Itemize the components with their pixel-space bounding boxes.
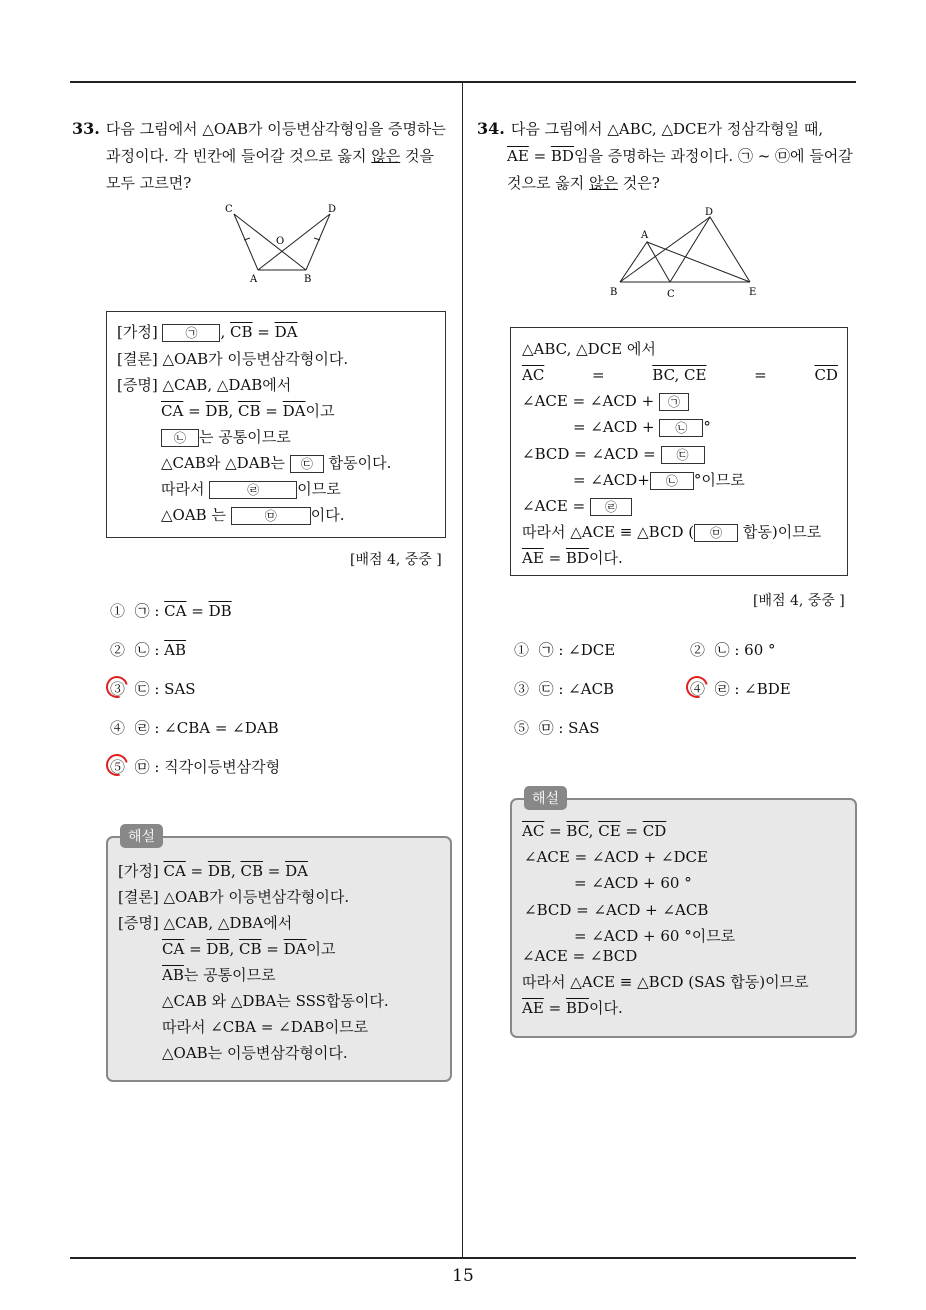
q34-stem bbox=[477, 115, 862, 197]
q33-proof-line2: [결론] △OAB가 이등변삼각형이다. bbox=[117, 350, 349, 368]
seg-da: $\overline{DA}$ bbox=[285, 862, 308, 880]
blank-2: ㉡ bbox=[650, 472, 694, 490]
proof-text: △OAB 는 bbox=[161, 506, 226, 524]
q34-option-5[interactable] bbox=[514, 717, 600, 738]
q33-fig-label-o: O bbox=[276, 236, 285, 247]
option-number: ④ bbox=[110, 719, 126, 737]
top-rule bbox=[70, 81, 856, 83]
q33-proof-line8 bbox=[161, 504, 344, 526]
seg-da: $\overline{DA}$ bbox=[274, 323, 298, 341]
option-mark: ㉤ bbox=[538, 719, 554, 737]
option-mark: ㉡ bbox=[714, 641, 730, 659]
q34-proof-line9: $\overline{AE} = \overline{BD}$이다. bbox=[522, 549, 623, 567]
q34-proof-line4 bbox=[573, 416, 711, 438]
blank-5: ㉤ bbox=[694, 524, 738, 542]
seg-ae: $\overline{AE}$ bbox=[522, 549, 544, 567]
q33-fig-label-b: B bbox=[304, 274, 312, 285]
q34-fig-label-a: A bbox=[641, 230, 649, 241]
q33-option-1[interactable] bbox=[110, 600, 232, 621]
q33-fig-label-a: A bbox=[250, 274, 258, 285]
q33-solution-tag: 해설 bbox=[120, 824, 163, 848]
q33-option-4[interactable] bbox=[110, 717, 279, 738]
option-mark: ㉢ bbox=[538, 680, 554, 698]
seg-ab: $\overline{AB}$ bbox=[162, 966, 184, 984]
q33-proof-box bbox=[106, 311, 446, 538]
q34-fig-label-d: D bbox=[705, 207, 714, 218]
seg-db: $\overline{DB}$ bbox=[207, 862, 231, 880]
q33-figure bbox=[220, 200, 350, 290]
blank-1: ㉠ bbox=[162, 324, 220, 342]
seg-ac: $\overline{AC}$ bbox=[522, 822, 545, 840]
seg-ae: $\overline{AE}$ bbox=[522, 999, 544, 1017]
q33-sol-line2: [결론] △OAB가 이등변삼각형이다. bbox=[118, 888, 350, 906]
option-number: ⑤ bbox=[110, 758, 126, 776]
q34-text-line3: 것으로 옳지 bbox=[507, 174, 589, 192]
q33-sol-line4: $\overline{CA} = \overline{DB}$, $\overline{CB} = \overline{DA}$이고 bbox=[162, 940, 336, 958]
q34-text-line1: 다음 그림에서 △ABC, △DCE가 정삼각형일 때, bbox=[510, 120, 824, 138]
option-text: : SAS bbox=[553, 719, 600, 737]
option-text: : ∠DCE bbox=[553, 641, 616, 659]
q33-fig-label-c: C bbox=[225, 204, 233, 215]
option-mark: ㉣ bbox=[714, 680, 730, 698]
seg-cb: $\overline{CB}$ bbox=[239, 940, 262, 958]
q34-sol-line5: = ∠ACD + 60 °이므로 bbox=[574, 927, 736, 945]
blank-4: ㉣ bbox=[590, 498, 632, 516]
q34-figure bbox=[605, 205, 765, 300]
seg-cb: $\overline{CB}$ bbox=[238, 402, 261, 420]
option-mark: ㉣ bbox=[134, 719, 150, 737]
q33-text-line2: 과정이다. 각 빈칸에 들어갈 것으로 옳지 bbox=[106, 147, 372, 165]
blank-1: ㉠ bbox=[659, 393, 689, 411]
seg-ca: $\overline{CA}$ bbox=[163, 862, 186, 880]
seg-ca: $\overline{CA}$ bbox=[161, 402, 184, 420]
proof-text: 이다. bbox=[310, 506, 345, 524]
option-number: ② bbox=[690, 641, 706, 659]
seg-db: $\overline{DB}$ bbox=[206, 940, 230, 958]
seg-ae: $\overline{AE}$ bbox=[507, 147, 529, 165]
q33-proof-line6 bbox=[161, 452, 391, 474]
option-number: ③ bbox=[514, 680, 530, 698]
blank-5: ㉤ bbox=[231, 507, 311, 525]
seg-bd: $\overline{BD}$ bbox=[565, 549, 589, 567]
q33-solution-box bbox=[106, 829, 452, 1082]
q34-proof-line6 bbox=[573, 469, 745, 491]
blank-3: ㉢ bbox=[661, 446, 705, 464]
proof-text: ∠ACE = ∠ACD + bbox=[522, 392, 655, 410]
option-mark: ㉢ bbox=[134, 680, 150, 698]
option-number: ④ bbox=[690, 680, 706, 698]
seg-db: $\overline{DB}$ bbox=[205, 402, 229, 420]
q34-text-line2: $\overline{AE} = \overline{BD}$임을 증명하는 과정이다. ㉠ ~ ㉤에 들어갈 bbox=[507, 147, 853, 165]
blank-2: ㉡ bbox=[659, 419, 703, 437]
q34-sol-line6: ∠ACE = ∠BCD bbox=[522, 947, 638, 965]
q34-score: [배점 4, 중중 ] bbox=[753, 593, 845, 609]
proof-text: 이다. bbox=[588, 549, 623, 567]
seg-ca: $\overline{CA}$ bbox=[162, 940, 185, 958]
option-text: : ∠ACB bbox=[553, 680, 615, 698]
q33-fig-label-d: D bbox=[328, 204, 337, 215]
q33-proof-line7 bbox=[161, 478, 341, 500]
q33-option-5[interactable] bbox=[110, 756, 280, 777]
q34-proof-line8 bbox=[522, 521, 821, 543]
q34-sol-line7: 따라서 △ACE ≡ △BCD (SAS 합동)이므로 bbox=[522, 973, 809, 991]
eq-sign: = bbox=[186, 602, 209, 620]
q34-number: 34. bbox=[477, 119, 505, 138]
eq-sign: = bbox=[252, 323, 275, 341]
seg-db: $\overline{DB}$ bbox=[208, 602, 232, 620]
q33-proof-line3: [증명] △CAB, △DAB에서 bbox=[117, 376, 292, 394]
q34-proof-line1: △ABC, △DCE 에서 bbox=[522, 340, 656, 358]
q33-sol-line6: △CAB 와 △DBA는 SSS합동이다. bbox=[162, 992, 389, 1010]
blank-4: ㉣ bbox=[209, 481, 297, 499]
option-text: : SAS bbox=[149, 680, 196, 698]
blank-2: ㉡ bbox=[161, 429, 199, 447]
bottom-rule bbox=[70, 1257, 856, 1259]
q33-sol-line3: [증명] △CAB, △DBA에서 bbox=[118, 914, 293, 932]
option-text: : ∠BDE bbox=[729, 680, 791, 698]
q33-number: 33. bbox=[72, 119, 100, 138]
q34-solution-box bbox=[510, 791, 857, 1038]
q33-sol-line7: 따라서 ∠CBA = ∠DAB이므로 bbox=[162, 1018, 369, 1036]
option-mark: ㉠ bbox=[134, 602, 150, 620]
q34-proof-line7 bbox=[522, 495, 632, 517]
q34-sol-line2: ∠ACE = ∠ACD + ∠DCE bbox=[524, 848, 708, 866]
proof-text: = ∠ACD + bbox=[573, 418, 655, 436]
seg-cb: $\overline{CB}$ bbox=[230, 323, 253, 341]
proof-text: 따라서 △ACE ≡ △BCD ( bbox=[522, 523, 695, 541]
seg-da: $\overline{DA}$ bbox=[282, 402, 306, 420]
proof-text: ∠BCD = ∠ACD = bbox=[522, 445, 656, 463]
q34-emphasis: 않은 bbox=[589, 174, 618, 192]
q33-score: [배점 4, 중중 ] bbox=[350, 552, 442, 568]
degree-sign: ° bbox=[703, 418, 711, 436]
seg-ac: $\overline{AC}$ bbox=[522, 366, 545, 384]
option-text: : bbox=[149, 602, 165, 620]
q34-proof-line5 bbox=[522, 443, 705, 465]
column-divider bbox=[462, 82, 463, 1258]
option-number: ③ bbox=[110, 680, 126, 698]
q34-sol-line4: ∠BCD = ∠ACD + ∠ACB bbox=[524, 901, 709, 919]
q33-text-line1: 다음 그림에서 △OAB가 이등변삼각형임을 증명하는 bbox=[105, 120, 446, 138]
option-text: : ∠CBA = ∠DAB bbox=[149, 719, 279, 737]
q33-stem bbox=[72, 115, 457, 197]
proof-text: = ∠ACD+ bbox=[573, 471, 650, 489]
seg-ab: $\overline{AB}$ bbox=[164, 641, 187, 659]
proof-label: [가정] bbox=[117, 323, 158, 341]
seg-da: $\overline{DA}$ bbox=[283, 940, 307, 958]
proof-text: 이고 bbox=[306, 940, 336, 958]
q34-solution-tag: 해설 bbox=[524, 786, 567, 810]
option-text: : bbox=[149, 641, 165, 659]
proof-label: [가정] bbox=[118, 862, 159, 880]
seg-cb: $\overline{CB}$ bbox=[240, 862, 263, 880]
seg-ca: $\overline{CA}$ bbox=[164, 602, 187, 620]
q34-text: 임을 증명하는 과정이다. ㉠ ~ ㉤에 들어갈 bbox=[573, 147, 853, 165]
q33-sol-line5 bbox=[162, 964, 276, 986]
q33-emphasis: 않은 bbox=[371, 147, 401, 165]
q34-sol-line3: = ∠ACD + 60 ° bbox=[574, 874, 692, 892]
option-mark: ㉠ bbox=[538, 641, 554, 659]
q34-sol-line8: $\overline{AE} = \overline{BD}$이다. bbox=[522, 999, 623, 1017]
q33-text-line2-end: 것을 bbox=[400, 147, 434, 165]
q33-proof-line4: $\overline{CA} = \overline{DB}$, $\overline{CB} = \overline{DA}$이고 bbox=[161, 402, 335, 420]
proof-text: 이므로 bbox=[297, 480, 341, 498]
q34-proof-box bbox=[510, 327, 848, 576]
blank-3: ㉢ bbox=[290, 455, 324, 473]
option-number: ① bbox=[110, 602, 126, 620]
proof-text: 이다. bbox=[588, 999, 623, 1017]
proof-text: 는 공통이므로 bbox=[183, 966, 276, 984]
q33-sol-line8: △OAB는 이등변삼각형이다. bbox=[162, 1044, 348, 1062]
proof-text: △CAB와 △DAB는 bbox=[161, 454, 286, 472]
q33-sol-line1: [가정] $\overline{CA} = \overline{DB}$, $\overline{CB} = \overline{DA}$ bbox=[118, 862, 308, 880]
proof-text: ∠ACE = bbox=[522, 497, 586, 515]
q34-fig-label-e: E bbox=[749, 287, 757, 298]
option-text: : 60 ° bbox=[729, 641, 776, 659]
q34-option-3[interactable] bbox=[514, 678, 614, 699]
q33-option-2[interactable] bbox=[110, 639, 186, 660]
q34-option-2[interactable] bbox=[690, 639, 776, 660]
option-text: : 직각이등변삼각형 bbox=[149, 758, 281, 776]
seg-bc-ce: BC, CE bbox=[652, 366, 707, 384]
q33-text-line3: 모두 고르면? bbox=[106, 174, 192, 192]
q34-proof-line2: $\overline{AC}$ = BC, CE = $\overline{CD}$ bbox=[522, 366, 838, 384]
option-mark: ㉡ bbox=[134, 641, 150, 659]
q33-proof-line1: [가정] ㉠ , $\overline{CB} = \overline{DA}$ bbox=[117, 323, 298, 341]
option-number: ② bbox=[110, 641, 126, 659]
proof-text: 는 공통이므로 bbox=[199, 428, 291, 446]
proof-text: 합동)이므로 bbox=[742, 523, 822, 541]
proof-text: 합동이다. bbox=[328, 454, 392, 472]
proof-text: 따라서 bbox=[161, 480, 205, 498]
q34-text-line3-end: 것은? bbox=[617, 174, 660, 192]
seg-cd: $\overline{CD}$ bbox=[814, 366, 838, 384]
q34-fig-label-b: B bbox=[610, 287, 618, 298]
q34-option-1[interactable] bbox=[514, 639, 615, 660]
q34-sol-line1: $\overline{AC} = \overline{BC}$, $\overline{CE} = \overline{CD}$ bbox=[522, 822, 667, 840]
seg-bd: $\overline{BD}$ bbox=[565, 999, 589, 1017]
q33-proof-line5 bbox=[161, 426, 291, 448]
option-number: ⑤ bbox=[514, 719, 530, 737]
option-number: ① bbox=[514, 641, 530, 659]
seg-bd: $\overline{BD}$ bbox=[550, 147, 574, 165]
page-number: 15 bbox=[452, 1266, 474, 1286]
option-mark: ㉤ bbox=[134, 758, 150, 776]
proof-text: °이므로 bbox=[693, 471, 745, 489]
q34-fig-label-c: C bbox=[667, 289, 675, 300]
proof-text: 이고 bbox=[305, 402, 335, 420]
seg-cd: $\overline{CD}$ bbox=[642, 822, 667, 840]
q34-proof-line3 bbox=[522, 390, 689, 412]
